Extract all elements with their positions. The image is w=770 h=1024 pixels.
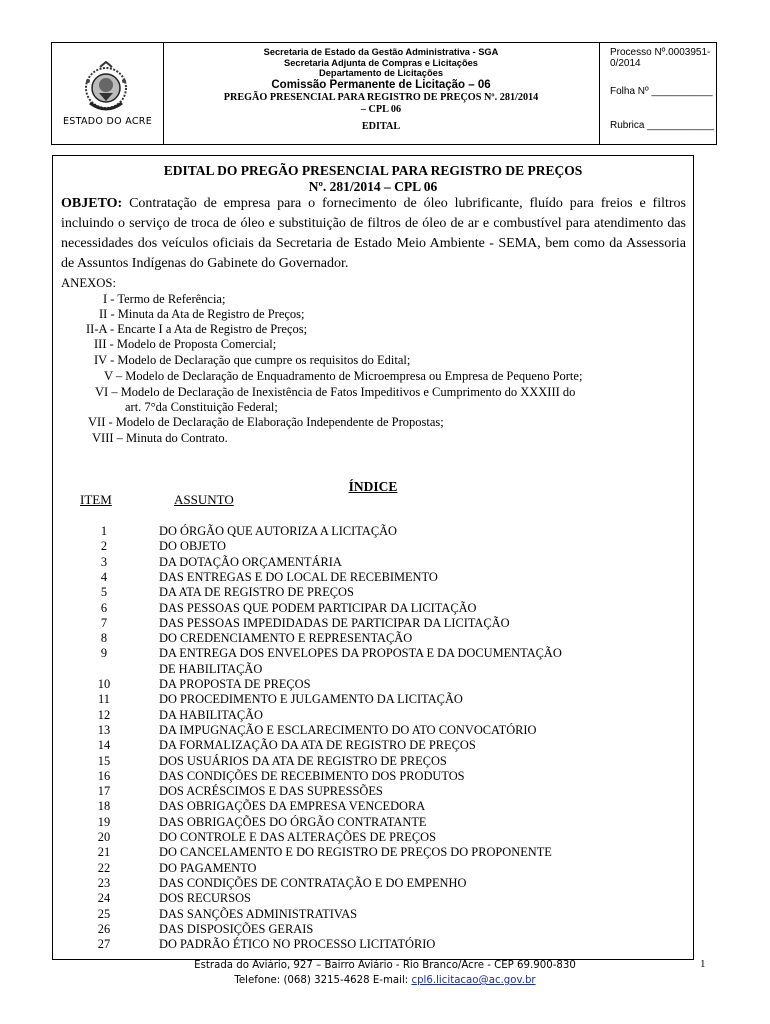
state-coat-of-arms-icon bbox=[80, 61, 132, 117]
indice-row bbox=[53, 677, 693, 692]
indice-item-number: 9 bbox=[100, 646, 108, 661]
indice-row bbox=[53, 662, 693, 677]
indice-item-subject: DA ATA DE REGISTRO DE PREÇOS bbox=[159, 585, 354, 600]
header-center bbox=[163, 43, 600, 144]
indice-item-number: 23 bbox=[97, 875, 111, 890]
header-line: Secretaria Adjunta de Compras e Licitações bbox=[284, 57, 478, 68]
indice-item-subject: DOS USUÁRIOS DA ATA DE REGISTRO DE PREÇOS bbox=[159, 753, 447, 768]
edital-title-line2: Nº. 281/2014 – CPL 06 bbox=[308, 179, 438, 194]
indice-item-number: 20 bbox=[97, 830, 111, 844]
pregao-title-cont: – CPL 06 bbox=[360, 103, 402, 115]
indice-item-number: 5 bbox=[100, 585, 108, 600]
edital-body bbox=[52, 155, 694, 960]
indice-row bbox=[53, 585, 693, 600]
indice-item-number: 24 bbox=[97, 891, 111, 906]
indice-row bbox=[53, 922, 693, 937]
indice-row bbox=[53, 601, 693, 616]
indice-item-subject: DAS PESSOAS QUE PODEM PARTICIPAR DA LICITAÇÃO bbox=[159, 600, 477, 615]
state-name: ESTADO DO ACRE bbox=[63, 116, 152, 127]
anexo-item: II-A - Encarte I a Ata de Registro de Preços; bbox=[86, 322, 308, 336]
indice-item-subject: DO CREDENCIAMENTO E REPRESENTAÇÃO bbox=[159, 631, 413, 646]
seal-cell bbox=[52, 43, 164, 144]
anexo-item: VII - Modelo de Declaração de Elaboração Independente de Propostas; bbox=[88, 415, 444, 429]
indice-item-number: 19 bbox=[97, 814, 111, 829]
indice-item-subject: DO PROCEDIMENTO E JULGAMENTO DA LICITAÇÃO bbox=[159, 692, 463, 707]
edital-label: EDITAL bbox=[361, 120, 401, 132]
indice-row bbox=[53, 891, 693, 906]
indice-row bbox=[53, 524, 693, 539]
indice-item-number: 11 bbox=[98, 692, 110, 707]
indice-item-number: 16 bbox=[97, 768, 111, 783]
indice-row bbox=[53, 692, 693, 707]
pregao-title: PREGÃO PRESENCIAL PARA REGISTRO DE PREÇOS Nº. 281/2014 bbox=[223, 91, 539, 103]
indice-item-number: 25 bbox=[97, 906, 111, 921]
anexo-item: I - Termo de Referência; bbox=[103, 292, 226, 306]
indice-item-subject: DAS DISPOSIÇÕES GERAIS bbox=[159, 921, 314, 936]
indice-item-subject: DO PADRÃO ÉTICO NO PROCESSO LICITATÓRIO bbox=[159, 937, 436, 952]
anexo-item: VIII – Minuta do Contrato. bbox=[92, 431, 228, 445]
commission-name: Comissão Permanente de Licitação – 06 bbox=[271, 78, 491, 91]
indice-item-subject: DOS ACRÉSCIMOS E DAS SUPRESSÕES bbox=[159, 784, 383, 799]
indice-item-subject: DA ENTREGA DOS ENVELOPES DA PROPOSTA E DA DOCUMENTAÇÃO bbox=[159, 646, 562, 661]
indice-item-number: 12 bbox=[97, 707, 111, 722]
indice-item-number: 4 bbox=[100, 569, 108, 584]
anexo-item: II - Minuta da Ata de Registro de Preços; bbox=[99, 307, 305, 321]
indice-item-number: 2 bbox=[100, 539, 108, 554]
indice-item-number: 13 bbox=[97, 722, 111, 737]
edital-title-line1: EDITAL DO PREGÃO PRESENCIAL PARA REGISTRO DE PREÇOS bbox=[163, 163, 583, 178]
col-item-header: ITEM bbox=[80, 492, 112, 507]
indice-row bbox=[53, 907, 693, 922]
indice-item-subject: DA PROPOSTA DE PREÇOS bbox=[159, 677, 311, 691]
footer-contact bbox=[0, 975, 770, 986]
process-info bbox=[600, 43, 716, 144]
indice-item-number: 10 bbox=[97, 677, 111, 691]
folha-field: Folha Nº ___________ bbox=[610, 86, 713, 97]
indice-item-number: 7 bbox=[100, 615, 108, 630]
objeto-text: Contratação de empresa para o fornecimento de óleo lubrificante, fluído para freios e filtros incluindo o serviço de troca de óleo e substituição de filtros de óleo de ar e combustível para atendimento das necessidades dos veículos oficiais da Secretaria de Estado Meio Ambiente - SEMA, bem como da Assessoria de Assuntos Indígenas do Gabinete do Governador. bbox=[61, 196, 686, 271]
anexo-item: art. 7°da Constituição Federal; bbox=[125, 400, 278, 414]
indice-item-subject: DAS OBRIGAÇÕES DA EMPRESA VENCEDORA bbox=[159, 799, 426, 814]
indice-item-subject: DA HABILITAÇÃO bbox=[159, 707, 263, 722]
indice-row bbox=[53, 616, 693, 631]
indice-row bbox=[53, 646, 693, 661]
indice-item-number: 27 bbox=[97, 937, 111, 952]
indice-item-number: 14 bbox=[97, 738, 111, 753]
indice-item-subject: DAS ENTREGAS E DO LOCAL DE RECEBIMENTO bbox=[159, 569, 438, 584]
indice-item-number: 8 bbox=[100, 631, 108, 646]
indice-row bbox=[53, 754, 693, 769]
indice-item-number: 18 bbox=[97, 799, 111, 814]
anexo-item: III - Modelo de Proposta Comercial; bbox=[94, 337, 277, 351]
indice-item-subject: DAS CONDIÇÕES DE CONTRATAÇÃO E DO EMPENHO bbox=[159, 875, 467, 890]
anexos-label: ANEXOS: bbox=[61, 276, 116, 290]
indice-row bbox=[53, 631, 693, 646]
processo-number: Processo Nº.0003951-0/2014 bbox=[610, 47, 711, 69]
indice-row bbox=[53, 723, 693, 738]
indice-item-number: 17 bbox=[97, 784, 111, 799]
indice-row bbox=[53, 861, 693, 876]
indice-item-number: 21 bbox=[97, 845, 111, 860]
indice-item-subject: DAS SANÇÕES ADMINISTRATIVAS bbox=[159, 906, 358, 921]
page-number: 1 bbox=[700, 958, 706, 970]
indice-row bbox=[53, 738, 693, 753]
indice-row bbox=[53, 937, 693, 952]
anexo-item: VI – Modelo de Declaração de Inexistência de Fatos Impeditivos e Cumprimento do XXXIII do bbox=[95, 385, 576, 399]
indice-item-subject: DAS PESSOAS IMPEDIDADAS DE PARTICIPAR DA LICITAÇÃO bbox=[159, 615, 510, 630]
edital-title bbox=[53, 163, 693, 195]
footer-address: Estrada do Aviário, 927 – Bairro Aviário - Rio Branco/Acre - CEP 69.900-830 bbox=[194, 960, 576, 971]
anexo-item: V – Modelo de Declaração de Enquadramento de Microempresa ou Empresa de Pequeno Porte; bbox=[104, 369, 583, 383]
indice-item-subject: DA DOTAÇÃO ORÇAMENTÁRIA bbox=[159, 554, 342, 569]
indice-item-subject: DOS RECURSOS bbox=[159, 891, 251, 906]
document-header bbox=[51, 42, 717, 145]
indice-item-number: 3 bbox=[100, 554, 108, 569]
indice-row bbox=[53, 769, 693, 784]
indice-item-number: 15 bbox=[97, 753, 111, 768]
indice-item-subject: DAS OBRIGAÇÕES DO ÓRGÃO CONTRATANTE bbox=[159, 814, 427, 829]
indice-row bbox=[53, 555, 693, 570]
footer-phone: Telefone: (068) 3215-4628 E-mail: bbox=[234, 975, 409, 986]
indice-item-subject: DO CONTROLE E DAS ALTERAÇÕES DE PREÇOS bbox=[159, 830, 436, 844]
objeto-paragraph bbox=[61, 194, 686, 274]
header-line: Departamento de Licitações bbox=[319, 68, 443, 78]
indice-row bbox=[53, 830, 693, 845]
indice-row bbox=[53, 570, 693, 585]
indice-row bbox=[53, 815, 693, 830]
indice-row bbox=[53, 799, 693, 814]
indice-row bbox=[53, 876, 693, 891]
indice-item-subject: DO PAGAMENTO bbox=[159, 860, 257, 875]
indice-item-number: 26 bbox=[97, 921, 111, 936]
indice-item-subject: DE HABILITAÇÃO bbox=[159, 661, 263, 676]
indice-item-subject: DO OBJETO bbox=[159, 539, 226, 554]
indice-row bbox=[53, 784, 693, 799]
indice-item-subject: DAS CONDIÇÕES DE RECEBIMENTO DOS PRODUTOS bbox=[159, 768, 465, 783]
indice-item-number: 22 bbox=[97, 860, 111, 875]
indice-item-subject: DA FORMALIZAÇÃO DA ATA DE REGISTRO DE PREÇOS bbox=[159, 738, 476, 753]
indice-title: ÍNDICE bbox=[348, 479, 398, 494]
indice-row bbox=[53, 845, 693, 860]
indice-item-subject: DO ÓRGÃO QUE AUTORIZA A LICITAÇÃO bbox=[159, 524, 397, 538]
indice-item-number: 6 bbox=[100, 600, 108, 615]
objeto-label: OBJETO: bbox=[61, 196, 123, 211]
indice-item-subject: DO CANCELAMENTO E DO REGISTRO DE PREÇOS DO PROPONENTE bbox=[159, 845, 552, 860]
header-line: Secretaria de Estado da Gestão Administrativa - SGA bbox=[263, 47, 499, 57]
indice-row bbox=[53, 708, 693, 723]
indice-item-number: 1 bbox=[100, 524, 108, 538]
col-assunto-header: ASSUNTO bbox=[174, 492, 234, 507]
anexo-item: IV - Modelo de Declaração que cumpre os requisitos do Edital; bbox=[94, 353, 411, 367]
rubrica-field: Rubrica ____________ bbox=[610, 120, 714, 131]
footer-email-link[interactable]: cpl6.licitacao@ac.gov.br bbox=[411, 975, 536, 986]
indice-item-subject: DA IMPUGNAÇÃO E ESCLARECIMENTO DO ATO CONVOCATÓRIO bbox=[159, 722, 537, 737]
indice-row bbox=[53, 539, 693, 554]
